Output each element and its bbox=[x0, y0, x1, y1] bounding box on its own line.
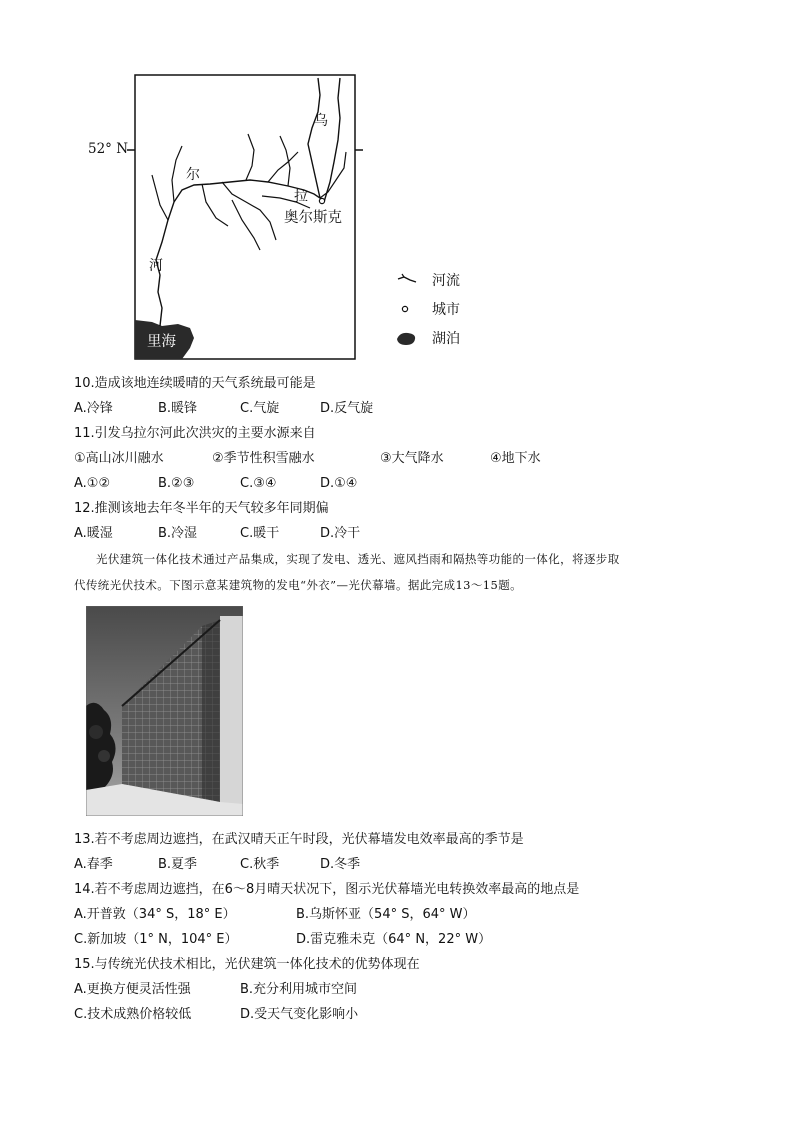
label-city-orsk: 奥尔斯克 bbox=[284, 210, 342, 226]
legend-city-label: 城市 bbox=[432, 302, 460, 318]
lake-legend-icon bbox=[394, 329, 418, 347]
question-14-option-b[interactable]: B.乌斯怀亚（54° S，64° W） bbox=[296, 907, 476, 922]
question-14-option-c[interactable]: C.新加坡（1° N，104° E） bbox=[74, 932, 238, 947]
river-legend-icon bbox=[396, 273, 418, 287]
question-14-stem: 14.若不考虑周边遮挡，在6～8月晴天状况下，图示光伏幕墙光电转换效率最高的地点是 bbox=[74, 882, 580, 897]
question-11-option-d[interactable]: D.①④ bbox=[320, 476, 358, 491]
ural-river-upper bbox=[308, 78, 320, 198]
question-15-option-a[interactable]: A.更换方便灵活性强 bbox=[74, 982, 191, 997]
question-13-option-c[interactable]: C.秋季 bbox=[240, 857, 280, 872]
question-11-sub-4: ④地下水 bbox=[490, 451, 541, 466]
question-15-option-b[interactable]: B.充分利用城市空间 bbox=[240, 982, 358, 997]
ural-river-east-branch bbox=[324, 78, 340, 202]
question-12-option-b[interactable]: B.冷湿 bbox=[158, 526, 198, 541]
question-11-option-c[interactable]: C.③④ bbox=[240, 476, 277, 491]
label-la: 拉 bbox=[294, 189, 308, 205]
question-11-stem: 11.引发乌拉尔河此次洪灾的主要水源来自 bbox=[74, 426, 316, 441]
question-11-sub-3: ③大气降水 bbox=[380, 451, 444, 466]
question-13-option-b[interactable]: B.夏季 bbox=[158, 857, 198, 872]
question-13-option-d[interactable]: D.冬季 bbox=[320, 857, 361, 872]
tributary-2 bbox=[152, 175, 168, 220]
question-10-option-b[interactable]: B.暖锋 bbox=[158, 401, 198, 416]
legend-river bbox=[396, 270, 460, 290]
question-11-option-a[interactable]: A.①② bbox=[74, 476, 111, 491]
question-10-option-d[interactable]: D.反气旋 bbox=[320, 401, 374, 416]
label-caspian-sea: 里海 bbox=[147, 334, 176, 350]
question-10-option-a[interactable]: A.冷锋 bbox=[74, 401, 113, 416]
question-14-option-a[interactable]: A.开普敦（34° S，18° E） bbox=[74, 907, 236, 922]
tributary-6 bbox=[268, 152, 298, 182]
intro-line-1: 光伏建筑一体化技术通过产品集成，实现了发电、透光、遮风挡雨和隔热等功能的一体化，将逐步取 bbox=[96, 552, 620, 566]
pv-curtain-wall-photo bbox=[86, 606, 243, 816]
question-14-option-d[interactable]: D.雷克雅未克（64° N，22° W） bbox=[296, 932, 492, 947]
question-13-stem: 13.若不考虑周边遮挡，在武汉晴天正午时段，光伏幕墙发电效率最高的季节是 bbox=[74, 832, 524, 847]
tributary-5 bbox=[246, 134, 254, 180]
label-wu: 乌 bbox=[314, 113, 328, 129]
question-10-option-c[interactable]: C.气旋 bbox=[240, 401, 280, 416]
question-15-stem: 15.与传统光伏技术相比，光伏建筑一体化技术的优势体现在 bbox=[74, 957, 420, 972]
question-12-option-d[interactable]: D.冷干 bbox=[320, 526, 361, 541]
question-15-option-d[interactable]: D.受天气变化影响小 bbox=[240, 1007, 359, 1022]
city-legend-icon bbox=[396, 302, 418, 316]
tributary-3 bbox=[202, 184, 228, 226]
tributary-7 bbox=[280, 136, 290, 186]
question-13-option-a[interactable]: A.春季 bbox=[74, 857, 113, 872]
label-er: 尔 bbox=[186, 167, 200, 183]
question-12-stem: 12.推测该地去年冬半年的天气较多年同期偏 bbox=[74, 501, 329, 516]
question-15-option-c[interactable]: C.技术成熟价格较低 bbox=[74, 1007, 192, 1022]
legend-lake bbox=[394, 328, 460, 348]
question-11-sub-2: ②季节性积雪融水 bbox=[212, 451, 315, 466]
legend-city bbox=[396, 299, 460, 319]
legend-lake-label: 湖泊 bbox=[432, 331, 460, 347]
label-he: 河 bbox=[149, 258, 163, 274]
question-12-option-a[interactable]: A.暖湿 bbox=[74, 526, 113, 541]
intro-line-2: 代传统光伏技术。下图示意某建筑物的发电“外衣”—光伏幕墙。据此完成13～15题。 bbox=[74, 578, 523, 592]
legend-river-label: 河流 bbox=[432, 273, 460, 289]
tributary-1 bbox=[172, 146, 182, 202]
lat-label: 52° N bbox=[88, 141, 129, 157]
question-11-option-b[interactable]: B.②③ bbox=[158, 476, 195, 491]
question-12-option-c[interactable]: C.暖干 bbox=[240, 526, 280, 541]
question-11-sub-1: ①高山冰川融水 bbox=[74, 451, 164, 466]
building-drawing bbox=[86, 606, 243, 816]
city-dot-orsk bbox=[319, 198, 324, 203]
ural-river-tributary-e bbox=[320, 152, 346, 198]
question-10-stem: 10.造成该地连续暖晴的天气系统最可能是 bbox=[74, 376, 316, 391]
